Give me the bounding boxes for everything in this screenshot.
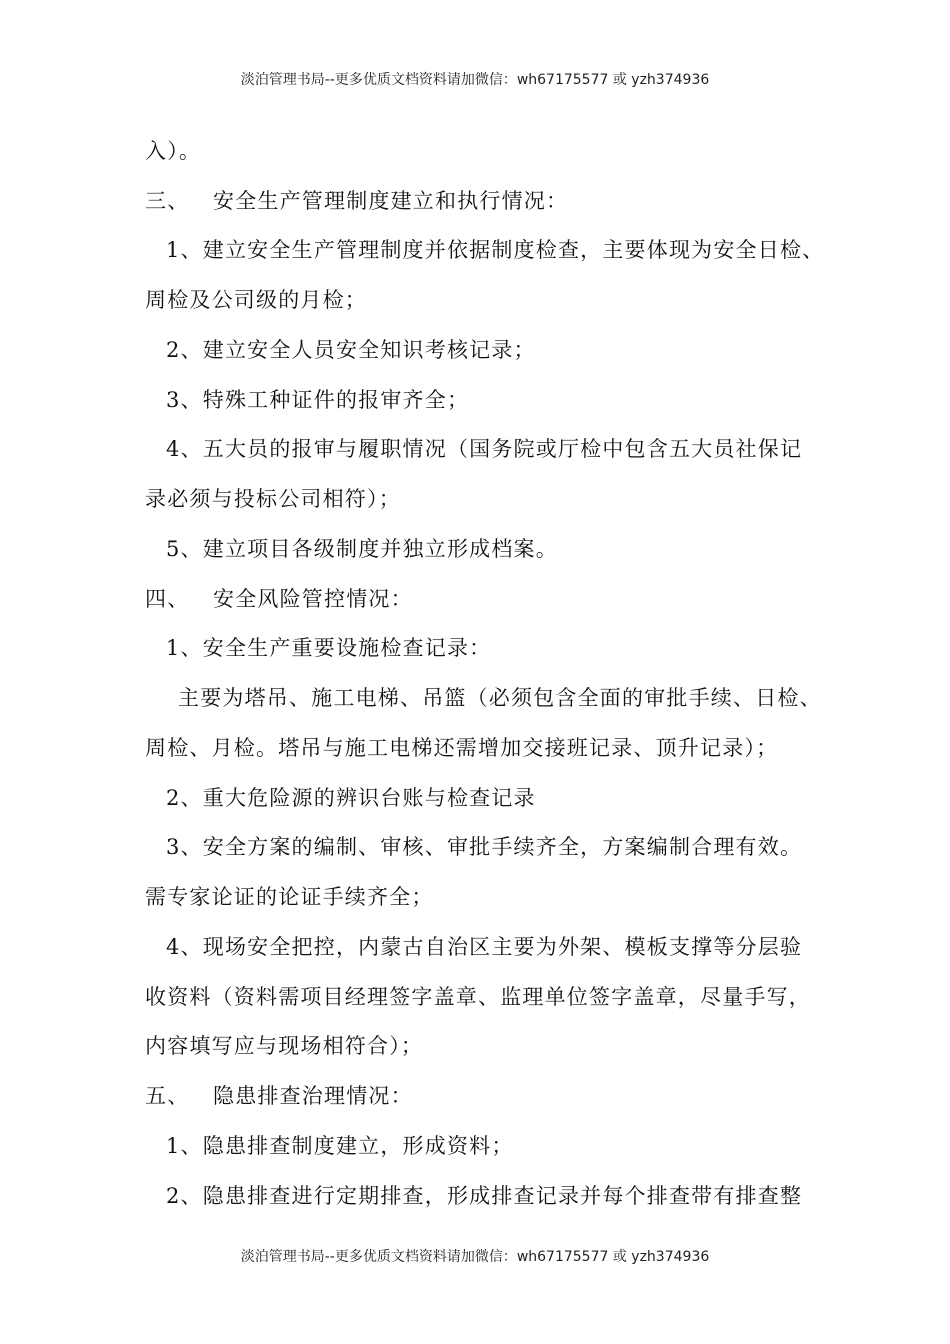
body-line: 2、建立安全人员安全知识考核记录； — [166, 338, 536, 362]
section-number: 四、 — [145, 587, 190, 611]
body-line: 内容填写应与现场相符合）； — [145, 1034, 424, 1058]
body-line: 主要为塔吊、施工电梯、吊篮（必须包含全面的审批手续、日检、 — [178, 686, 822, 710]
body-line: 周检及公司级的月检； — [145, 288, 367, 312]
section-number: 五、 — [145, 1084, 190, 1108]
body-line: 收资料（资料需项目经理签字盖章、监理单位签字盖章，尽量手写， — [145, 985, 811, 1009]
body-line: 2、隐患排查进行定期排查，形成排查记录并每个排查带有排查整 — [166, 1184, 803, 1208]
body-line: 1、安全生产重要设施检查记录： — [166, 636, 492, 660]
body-line: 4、五大员的报审与履职情况（国务院或厅检中包含五大员社保记 — [166, 437, 803, 461]
section-title: 隐患排查治理情况： — [213, 1084, 413, 1108]
body-line: 1、建立安全生产管理制度并依据制度检查，主要体现为安全日检、 — [166, 238, 825, 262]
section-heading — [145, 586, 413, 612]
body-line: 2、重大危险源的辨识台账与检查记录 — [166, 786, 536, 810]
body-line: 需专家论证的论证手续齐全； — [145, 885, 434, 909]
section-number: 三、 — [145, 189, 190, 213]
section-heading — [145, 188, 568, 214]
body-line: 3、安全方案的编制、审核、审批手续齐全，方案编制合理有效。 — [166, 835, 803, 859]
section-title: 安全生产管理制度建立和执行情况： — [213, 189, 569, 213]
page-footer: 淡泊管理书局--更多优质文档资料请加微信：wh67175577 或 yzh374936 — [240, 1249, 710, 1265]
body-line: 4、现场安全把控，内蒙古自治区主要为外架、模板支撑等分层验 — [166, 935, 803, 959]
body-line: 1、隐患排查制度建立，形成资料； — [166, 1134, 514, 1158]
section-heading — [145, 1083, 413, 1109]
body-line: 入）。 — [145, 139, 202, 163]
body-line: 3、特殊工种证件的报审齐全； — [166, 388, 470, 412]
section-title: 安全风险管控情况： — [213, 587, 413, 611]
body-line: 录必须与投标公司相符）； — [145, 487, 401, 511]
page-header: 淡泊管理书局--更多优质文档资料请加微信：wh67175577 或 yzh374936 — [240, 72, 710, 88]
body-line: 5、建立项目各级制度并独立形成档案。 — [166, 537, 558, 561]
body-line: 周检、月检。塔吊与施工电梯还需增加交接班记录、顶升记录）； — [145, 736, 779, 760]
